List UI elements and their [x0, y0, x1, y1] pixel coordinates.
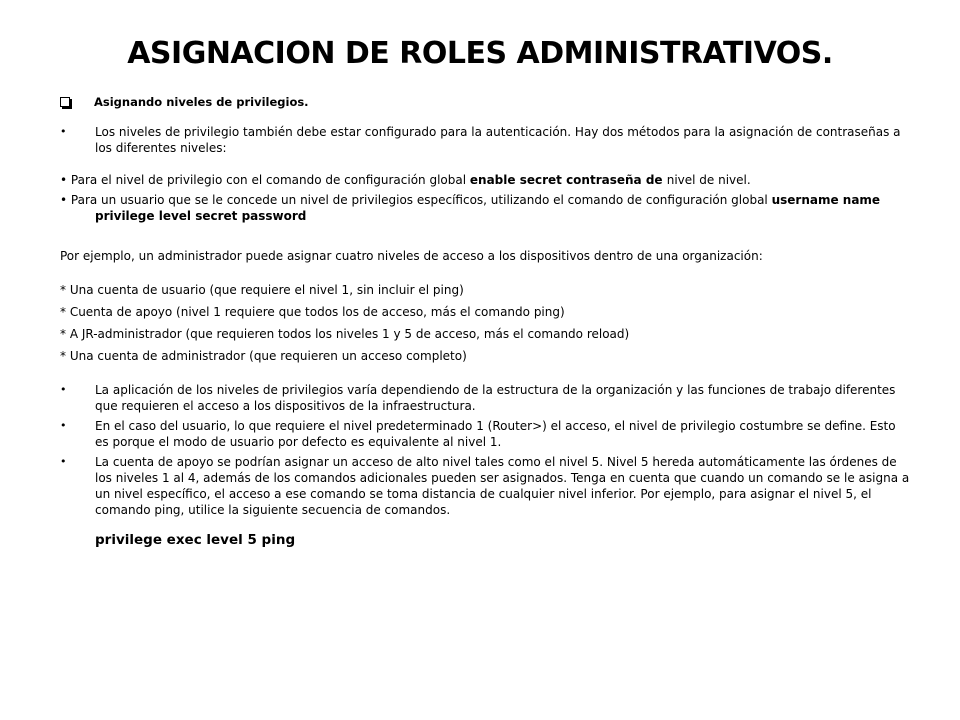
list-item	[60, 418, 910, 450]
method-2-pre: • Para un usuario que se le concede un nivel de privilegios específicos, utilizando el comando de configuración global	[60, 193, 772, 207]
slide-title: ASIGNACION DE ROLES ADMINISTRATIVOS.	[127, 36, 833, 71]
section-heading	[60, 94, 910, 110]
method-2	[60, 192, 910, 224]
list-item	[60, 454, 910, 518]
list-item-text: En el caso del usuario, lo que requiere el nivel predeterminado 1 (Router>) el acceso, el nivel de privilegio costumbre se define. Esto es porque el modo de usuario por defecto es equivalente al nivel 1.	[95, 419, 896, 449]
list-item-text: La aplicación de los niveles de privilegios varía dependiendo de la estructura de la organización y las funciones de trabajo diferentes que requieren el acceso a los dispositivos de la infraestructura.	[95, 383, 896, 413]
bullet-dot-icon: •	[60, 455, 67, 468]
method-1-post: nivel de nivel.	[666, 173, 751, 187]
slide-content	[60, 94, 910, 548]
example-intro: Por ejemplo, un administrador puede asignar cuatro niveles de acceso a los dispositivos dentro de una organización:	[60, 249, 763, 263]
section-heading-text: Asignando niveles de privilegios.	[94, 95, 309, 109]
checkbox-bullet-icon	[60, 97, 70, 107]
method-1-command: enable secret contraseña de	[469, 173, 667, 187]
method-2-command: username name privilege level secret password	[95, 193, 881, 223]
bullet-dot-icon: •	[60, 125, 67, 138]
list-item-text: La cuenta de apoyo se podrían asignar un acceso de alto nivel tales como el nivel 5. Nivel 5 hereda automáticamente las órdenes de los niveles 1 al 4, además de los comandos adicionales pueden ser asignados. Tenga en cuenta que cuando un comando se le asigna a un nivel específico, el acceso a ese comando se toma distancia de cualquier nivel inferior. Por ejemplo, para asignar el nivel 5, el comando ping, utilice la siguiente secuencia de comandos.	[95, 455, 910, 517]
account-item: * Una cuenta de administrador (que requieren un acceso completo)	[60, 349, 467, 363]
account-item: * Cuenta de apoyo (nivel 1 requiere que todos los de acceso, más el comando ping)	[60, 305, 565, 319]
account-item: * A JR-administrador (que requieren todos los niveles 1 y 5 de acceso, más el comando reload)	[60, 327, 630, 341]
account-item: * Una cuenta de usuario (que requiere el nivel 1, sin incluir el ping)	[60, 283, 464, 297]
list-item	[60, 382, 910, 414]
bullet-dot-icon: •	[60, 383, 67, 396]
intro-bullet	[60, 124, 910, 156]
method-1	[60, 172, 910, 188]
method-1-pre: • Para el nivel de privilegio con el comando de configuración global	[60, 173, 470, 187]
command-example: privilege exec level 5 ping	[95, 532, 296, 548]
intro-bullet-text: Los niveles de privilegio también debe estar configurado para la autenticación. Hay dos métodos para la asignación de contraseñas a los diferentes niveles:	[95, 125, 901, 155]
bullet-dot-icon: •	[60, 419, 67, 432]
